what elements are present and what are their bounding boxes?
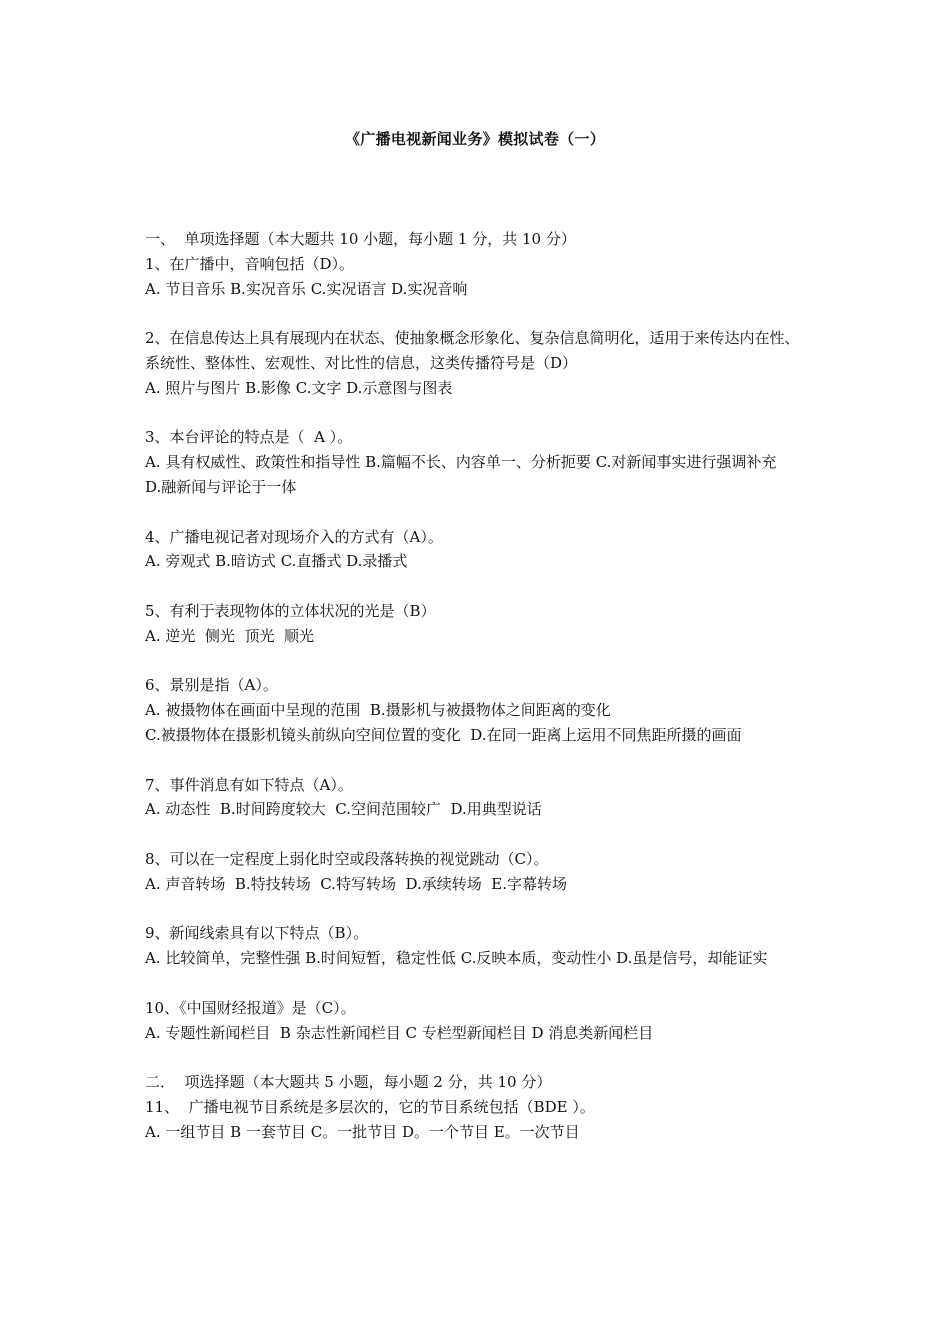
question-stem: 4、广播电视记者对现场介入的方式有（A）。 [145, 527, 443, 546]
question-stem: 3、本台评论的特点是（ A ）。 [145, 428, 353, 447]
paragraph-spacer [145, 1045, 810, 1070]
question-options: D.融新闻与评论于一体 [145, 477, 297, 496]
question-stem: 11、 广播电视节目系统是多层次的，它的节目系统包括（BDE ）。 [145, 1097, 595, 1116]
question-stem: 6、景别是指（A）。 [145, 676, 278, 695]
question-stem: 5、有利于表现物体的立体状况的光是（B） [145, 601, 436, 620]
paragraph-spacer [145, 649, 810, 674]
paragraph-spacer [145, 971, 810, 996]
paragraph-spacer [145, 748, 810, 773]
question-stem: 9、新闻线索具有以下特点（B）。 [145, 924, 369, 943]
question-options: A. 逆光 侧光 顶光 顺光 [145, 626, 314, 645]
question-options: C.被摄物体在摄影机镜头前纵向空间位置的变化 D.在同一距离上运用不同焦距所摄的画面 [145, 725, 742, 744]
question-options: A. 照片与图片 B.影像 C.文字 D.示意图与图表 [145, 378, 453, 397]
question-stem: 8、可以在一定程度上弱化时空或段落转换的视觉跳动（C）。 [145, 849, 549, 868]
question-options: A. 声音转场 B.特技转场 C.特写转场 D.承续转场 E.字幕转场 [145, 874, 567, 893]
question-stem: 2、在信息传达上具有展现内在状态、使抽象概念形象化、复杂信息简明化，适用于来传达内在性、系统性、整体性、宏观性、对比性的信息，这类传播符号是（D） [145, 329, 800, 372]
paragraph-spacer [145, 401, 810, 426]
question-options: A. 一组节目 B 一套节目 C。一批节目 D。一个节目 E。一次节目 [145, 1122, 580, 1141]
paragraph-spacer [145, 301, 810, 326]
question-options: A. 具有权威性、政策性和指导性 B.篇幅不长、内容单一、分析扼要 C.对新闻事实进行强调补充 [145, 453, 777, 472]
section-header-single-choice: 一、 单项选择题（本大题共 10 小题，每小题 1 分，共 10 分） [145, 230, 576, 248]
paragraph-spacer [145, 500, 810, 525]
question-stem: 7、事件消息有如下特点（A）。 [145, 775, 353, 794]
paragraph-spacer [145, 822, 810, 847]
document-title: 《广播电视新闻业务》模拟试卷（一） [344, 130, 606, 148]
question-options: A. 比较简单，完整性强 B.时间短暂，稳定性低 C.反映本质，变动性小 D.虽是信号，却能证实 [145, 949, 768, 968]
question-options: A. 被摄物体在画面中呈现的范围 B.摄影机与被摄物体之间距离的变化 [145, 701, 611, 720]
question-stem: 10、《中国财经报道》是（C）。 [145, 998, 356, 1017]
question-options: A. 旁观式 B.暗访式 C.直播式 D.录播式 [145, 552, 408, 571]
paragraph-spacer [145, 574, 810, 599]
section-header-multiple-choice: 二． 项选择题（本大题共 5 小题，每小题 2 分，共 10 分） [145, 1073, 552, 1092]
question-stem: 1、在广播中，音响包括（D）。 [145, 254, 355, 273]
paragraph-spacer [145, 897, 810, 922]
document-body [145, 227, 810, 1144]
question-options: A. 节目音乐 B.实况音乐 C.实况语言 D.实况音响 [145, 279, 468, 298]
question-options: A. 动态性 B.时间跨度较大 C.空间范围较广 D.用典型说话 [145, 800, 542, 819]
question-options: A. 专题性新闻栏目 B 杂志性新闻栏目 C 专栏型新闻栏目 D 消息类新闻栏目 [145, 1023, 654, 1042]
